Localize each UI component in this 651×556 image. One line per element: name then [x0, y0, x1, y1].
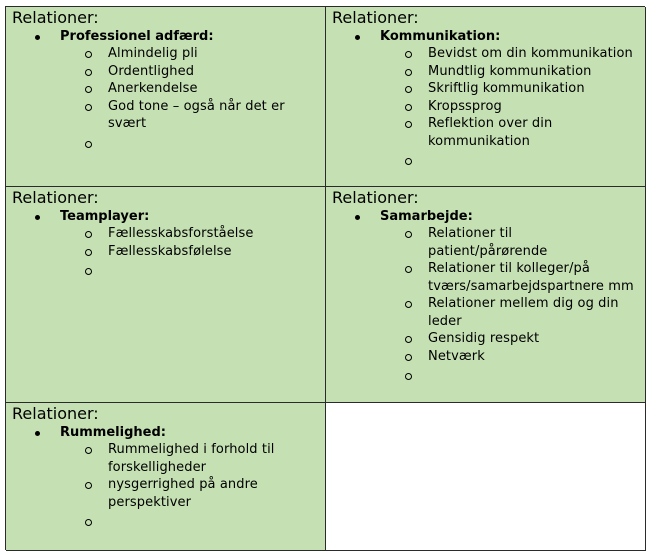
list-item-text: Relationer mellem dig og din leder: [428, 296, 619, 329]
list-item-text: Anerkendelse: [108, 81, 198, 96]
topic-label: Teamplayer:: [60, 209, 150, 224]
list-item: [12, 476, 319, 511]
sub-list: [332, 225, 639, 385]
topic-heading: [332, 208, 639, 225]
list-item-text: Relationer til patient/pårørende: [428, 226, 548, 259]
list-item-text: Reflektion over din kommunikation: [428, 116, 553, 149]
cell-title: Relationer:: [12, 8, 99, 27]
list-item: [12, 63, 319, 81]
bullet-icon: [355, 35, 360, 40]
table-cell-samarbejde: [326, 187, 646, 403]
list-item-text: Fællesskabsforståelse: [108, 226, 254, 241]
list-item: [332, 98, 639, 116]
circle-bullet-icon: [85, 447, 92, 454]
circle-bullet-icon: [85, 141, 92, 148]
list-item-empty: [332, 152, 639, 170]
circle-bullet-icon: [85, 482, 92, 489]
list-item-empty: [12, 135, 319, 153]
list-item-text: God tone – også når det er svært: [108, 98, 285, 131]
circle-bullet-icon: [405, 86, 412, 93]
list-item-text: Relationer til kolleger/på tværs/samarbejdspartnere mm: [428, 261, 634, 294]
circle-bullet-icon: [405, 51, 412, 58]
circle-bullet-icon: [405, 158, 412, 165]
circle-bullet-icon: [405, 121, 412, 128]
list-item: [12, 45, 319, 63]
list-item: [12, 225, 319, 243]
list-item: [332, 348, 639, 366]
circle-bullet-icon: [405, 69, 412, 76]
list-item-text: Kropssprog: [428, 98, 502, 114]
circle-bullet-icon: [405, 104, 412, 111]
circle-bullet-icon: [405, 336, 412, 343]
circle-bullet-icon: [405, 301, 412, 308]
circle-bullet-icon: [85, 104, 92, 111]
circle-bullet-icon: [85, 69, 92, 76]
circle-bullet-icon: [405, 373, 412, 380]
list-item: [12, 441, 319, 476]
list-item-empty: [12, 262, 319, 280]
table-cell-kommunikation: [326, 7, 646, 187]
list-item-text: Bevidst om din kommunikation: [428, 46, 633, 61]
table-cell-teamplayer: [6, 187, 326, 403]
relations-table: [5, 6, 645, 550]
sub-list: [12, 441, 319, 531]
topic-label: Kommunikation:: [380, 29, 501, 44]
bullet-icon: [35, 215, 40, 220]
list-item: [332, 330, 639, 348]
circle-bullet-icon: [405, 231, 412, 238]
list-item-text: Rummelighed i forhold til forskelligheder: [108, 442, 275, 475]
list-item-text: Ordentlighed: [108, 63, 195, 79]
list-item: [332, 260, 639, 295]
list-item: [332, 80, 639, 98]
list-item: [332, 63, 639, 81]
sub-list: [12, 225, 319, 280]
circle-bullet-icon: [85, 86, 92, 93]
list-item-empty: [332, 367, 639, 385]
bullet-icon: [35, 431, 40, 436]
cell-title: Relationer:: [332, 188, 419, 207]
cell-title: Relationer:: [12, 404, 99, 423]
topic-heading: [12, 424, 319, 441]
list-item: [332, 115, 639, 150]
topic-label: Professionel adfærd:: [60, 29, 214, 44]
topic-heading: [332, 28, 639, 45]
list-item: [332, 45, 639, 63]
circle-bullet-icon: [85, 268, 92, 275]
list-item-text: Gensidig respekt: [428, 331, 540, 346]
table-cell-professionel-adfaerd: [6, 7, 326, 187]
sub-list: [12, 45, 319, 152]
bullet-icon: [35, 35, 40, 40]
table-cell-rummelighed: [6, 403, 326, 551]
cell-title: Relationer:: [332, 8, 419, 27]
circle-bullet-icon: [85, 249, 92, 256]
list-item-text: nysgerrighed på andre perspektiver: [108, 477, 258, 510]
topic-heading: [12, 208, 319, 225]
list-item-text: Almindelig pli: [108, 46, 198, 61]
sub-list: [332, 45, 639, 170]
list-item-text: Netværk: [428, 348, 485, 364]
circle-bullet-icon: [405, 266, 412, 273]
list-item-text: Mundtlig kommunikation: [428, 63, 592, 79]
list-item: [332, 295, 639, 330]
list-item: [12, 243, 319, 261]
circle-bullet-icon: [405, 354, 412, 361]
topic-label: Rummelighed:: [60, 425, 166, 440]
list-item: [12, 98, 319, 133]
list-item: [332, 225, 639, 260]
table-cell-empty: [326, 403, 646, 551]
cell-title: Relationer:: [12, 188, 99, 207]
topic-label: Samarbejde:: [380, 209, 473, 224]
list-item-text: Fællesskabsfølelse: [108, 243, 232, 259]
topic-heading: [12, 28, 319, 45]
circle-bullet-icon: [85, 231, 92, 238]
list-item-empty: [12, 513, 319, 531]
circle-bullet-icon: [85, 519, 92, 526]
circle-bullet-icon: [85, 51, 92, 58]
list-item: [12, 80, 319, 98]
list-item-text: Skriftlig kommunikation: [428, 81, 585, 96]
bullet-icon: [355, 215, 360, 220]
